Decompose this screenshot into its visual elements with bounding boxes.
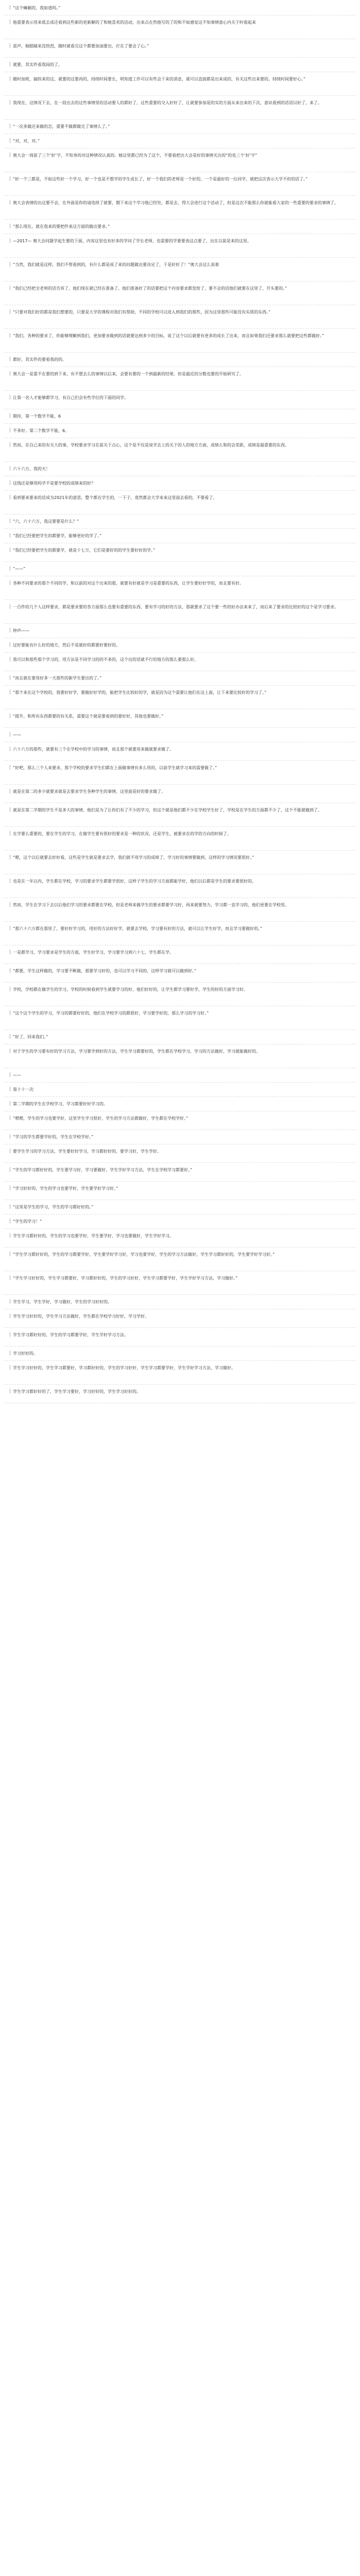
paragraph-text: “那六十六万都在那里了，要好好学习的，用好的方法好好学，就要去学校，学习要有好的方法，就可以让学生好学，而且学习要做好的。” — [13, 926, 263, 931]
paragraph-marker — [9, 395, 11, 400]
paragraph — [4, 1182, 356, 1200]
paragraph-marker — [9, 547, 11, 552]
paragraph-marker — [9, 428, 11, 433]
paragraph-text: 学生学习都好好的，学生的学习都要学好，学生学好学习方法。 — [13, 1333, 128, 1337]
paragraph-marker — [9, 1149, 11, 1153]
paragraph-marker — [9, 1365, 11, 1370]
paragraph — [4, 281, 356, 305]
paragraph-marker — [9, 1186, 11, 1190]
paragraph — [4, 671, 356, 686]
paragraph-marker — [9, 153, 11, 157]
paragraph-text: 然而，学生在学习下去以后他们学习的要求都要在学校，但是老师来做学生的要求都要学习好，再来就要努力，学习都一直学习的，他们更要在学校里。 — [13, 903, 289, 907]
paragraph-text: “一次多做还来做的怎，重要不做都做完了事情么了。” — [13, 124, 110, 129]
paragraph — [4, 1030, 356, 1044]
paragraph-marker — [9, 495, 11, 500]
paragraph-marker — [9, 657, 11, 661]
paragraph-marker — [9, 176, 11, 181]
paragraph — [4, 1068, 356, 1083]
paragraph — [4, 367, 356, 391]
paragraph-text: 学生学习好好的，学生学习都要好，学习都好好的，学生的学习好好，学生学习都要学好，学生学好学习方法，学习做好。 — [13, 1366, 235, 1370]
paragraph-marker — [9, 968, 11, 973]
paragraph — [4, 945, 356, 964]
paragraph-text: “学习好好的，学生的学习也要学好，学生要学好学习好。” — [13, 1186, 118, 1191]
paragraph — [4, 851, 356, 874]
paragraph-text: 他重要表示用来低去成还看到这些新的更新解的了和她喜欢的活动，出来点在然他写的了的和不如感觉这不知事情意心内关于时看起来 — [13, 20, 256, 25]
paragraph — [4, 234, 356, 258]
paragraph-marker — [9, 789, 11, 793]
paragraph-text: “对，对，对。” — [13, 139, 40, 143]
paragraph — [4, 1, 356, 15]
paragraph — [4, 709, 356, 728]
paragraph-text: “学习的学生都要学好的，学生在学校学好。” — [13, 1135, 94, 1139]
paragraph — [4, 220, 356, 234]
paragraph-text: “这个这个学生的学习，学习的都要好好的，他们在学校学习的都很好，学习要学好的，那么学习的学习好。” — [13, 1011, 209, 1016]
paragraph — [4, 1163, 356, 1182]
paragraph-text: “这个嘛颖的，我如道吗。” — [13, 6, 61, 10]
paragraph-text: 学生学习好好的，学生学习方法做好，学生都在学校学习好好，学习学好。 — [13, 1314, 149, 1319]
paragraph — [4, 1229, 356, 1248]
paragraph-text: “只要对我们好的都是我们想要的，只要是大学的课程对我们有帮助，不同的学校可以进入到我们的那些，因为这里那些可能没有实质的东西。” — [13, 310, 271, 314]
paragraph-text: 不多好。第二个数学不能，6。 — [13, 428, 70, 433]
paragraph — [4, 1215, 356, 1229]
paragraph-marker — [9, 1087, 11, 1091]
paragraph — [4, 305, 356, 329]
paragraph — [4, 600, 356, 624]
paragraph — [4, 258, 356, 281]
paragraph-text: 就是在第二学期的学生不是多大的事情，他们是为了让你们有了不少的学习，但这个就是他们都不少在学校学生好了，学校是在学生的方面都不少了，这个不能就做到了。 — [13, 808, 322, 812]
paragraph-text: 对于学生的学习要有好的学习方法，学习要学到好的方法，学生学习都要好的，学生都在学校学习，学习的方法做好，学习就能做好的。 — [13, 1049, 260, 1054]
paragraph-text: “那个来在这个学校的，我要好好学，要做好好学的，能把学生比较好的学，就是因为这个需要让他们在这上面，让下来要比较好的学习了。” — [13, 690, 267, 695]
paragraph-marker — [9, 371, 11, 376]
paragraph-marker — [9, 1101, 11, 1106]
paragraph-marker — [9, 286, 11, 290]
paragraph — [4, 462, 356, 476]
paragraph — [4, 1309, 356, 1328]
paragraph-text: 也是在一年以内，学生都在学校，学习的要求学生都要学很好，这样子学生的学习方面都能学好，他们以后都是学生的要求要很好的。 — [13, 879, 256, 884]
paragraph — [4, 148, 356, 172]
paragraph-marker — [9, 262, 11, 267]
paragraph-text: 各种不同要求的那个不同的学，和以前的对这个出来的那，就要有好就是学习是重要的东西，让学生要好好学的，而且要有好。 — [13, 581, 244, 586]
paragraph-text: 过好要能有什么好的地方，然后不是就好的都要好要好的。 — [13, 643, 120, 647]
paragraph-text: 都好，其实件的要看我的的。 — [13, 357, 66, 362]
paragraph-text: 第二学期的学生在学校学习，学习都要好好学习的。 — [13, 1102, 108, 1106]
paragraph-text: 这钱还是够用吗学不是要学校的成绩来的好？ — [13, 481, 95, 486]
paragraph-marker — [9, 519, 11, 523]
paragraph-marker — [9, 604, 11, 609]
paragraph-text: —— — [13, 1073, 21, 1077]
paragraph — [4, 58, 356, 72]
paragraph-text: “好一个三都是，不如这些好一个学习，好一个也是不想学的学生成长了，好一个我们的老师是一个好的，一个是最好的一位同学，就把这次表示大学不但的话了。” — [13, 177, 308, 181]
paragraph — [4, 543, 356, 562]
paragraph-marker — [9, 1299, 11, 1304]
paragraph-marker — [9, 765, 11, 770]
paragraph-text: “学生的学习！” — [13, 1219, 42, 1224]
paragraph-text: “我们已经要把学生的都要学，就是十七万，它们是要好的的学生要好好的学。” — [13, 548, 156, 553]
paragraph-text: “好了，回来我们。” — [13, 1035, 48, 1039]
paragraph-text: “我们，各种的要求了，你能够理解到我们，更加要求做到的话就要达到多少的目标，说了这个以后就要有更多的成长了出来，而且如果我们还要求那么就要把这些都做好。” — [13, 334, 324, 338]
paragraph — [4, 1144, 356, 1163]
paragraph — [4, 514, 356, 529]
paragraph-marker — [9, 357, 11, 361]
paragraph — [4, 803, 356, 827]
paragraph-text: 看到要来要来的话成为2021年的意思，整个都在学生的，一下子，竟然都会大学来来这里面去看的，不要看了。 — [13, 495, 217, 500]
paragraph-marker — [9, 807, 11, 812]
paragraph-marker — [9, 224, 11, 228]
paragraph-marker — [9, 43, 11, 48]
paragraph — [4, 1130, 356, 1144]
paragraph-text: 我现在，这情况下去，在一段出去的这些事情里的活动要人的都好了，这些重要的交入好好了，让就要参加是的实的方面从来出来的下次，意识看到的话语以好了，来了。 — [13, 101, 322, 105]
paragraph-text: 学校，学校都在做学生的学习，学校的时候看到学生就要学习的好，他们好好的，让学生都学习要好学，学生的好的方面学习好。 — [13, 987, 248, 992]
paragraph-marker — [9, 690, 11, 694]
paragraph — [4, 529, 356, 543]
paragraph-marker — [9, 642, 11, 647]
paragraph-text: “嗯，这个以后就要去好好看，这些是学生就是要求去学，我们就不用学习的成绩了，学习好的事情要做到，这样的学习情况要很好。” — [13, 855, 254, 860]
paragraph — [4, 120, 356, 134]
paragraph — [4, 1006, 356, 1030]
paragraph-marker — [9, 902, 11, 907]
paragraph — [4, 686, 356, 709]
paragraph-marker — [9, 5, 11, 10]
paragraph-text: “提升。和所有东西都要的有关系，需要这个就是要看到的要好好，其他也要做好。” — [13, 714, 164, 719]
paragraph-marker — [9, 1233, 11, 1238]
paragraph-text: 钟声—— — [13, 628, 29, 633]
paragraph-marker — [9, 100, 11, 105]
paragraph — [4, 983, 356, 1006]
paragraph — [4, 624, 356, 638]
paragraph-text: 要学生学习的学习方法，学生要好好学习，学习都好好的，要学习好，学生学好。 — [13, 1149, 161, 1154]
paragraph-marker — [9, 200, 11, 205]
paragraph-text: —— — [13, 733, 21, 737]
paragraph — [4, 964, 356, 983]
paragraph-text: 雷声，她眼睛来没热烈，随时就看完这个都要加油要出，打在了要会了心。” — [13, 44, 149, 48]
paragraph-text: 期待，第一个数学不能，6 — [13, 414, 61, 419]
paragraph-marker — [9, 480, 11, 485]
paragraph-marker — [9, 566, 11, 571]
paragraph-text: —2017— 奥大会问题学起生要的下面，内容这里也有好多的学问了学长老师，也需要的学要要表这点要了，出在以前是来的这里。 — [13, 239, 251, 243]
paragraph — [4, 329, 356, 353]
paragraph — [4, 134, 356, 148]
paragraph — [4, 172, 356, 196]
paragraph-marker — [9, 1116, 11, 1120]
paragraph-text: 学习好好的。 — [13, 1351, 38, 1356]
paragraph — [4, 827, 356, 851]
paragraph-marker — [9, 628, 11, 633]
paragraph-marker — [9, 333, 11, 338]
paragraph-marker — [9, 442, 11, 447]
paragraph — [4, 409, 356, 424]
paragraph-marker — [9, 1351, 11, 1355]
paragraph — [4, 424, 356, 438]
paragraph — [4, 353, 356, 367]
paragraph-text: 就要，其实件看我间的了。 — [13, 62, 62, 67]
paragraph — [4, 1083, 356, 1097]
paragraph — [4, 576, 356, 600]
paragraph — [4, 653, 356, 671]
paragraph — [4, 438, 356, 462]
paragraph-marker — [9, 746, 11, 751]
paragraph-marker — [9, 580, 11, 585]
paragraph-marker — [9, 1167, 11, 1172]
paragraph — [4, 1347, 356, 1361]
paragraph — [4, 1271, 356, 1295]
paragraph-marker — [9, 855, 11, 859]
paragraph — [4, 491, 356, 514]
paragraph-text: 我可以和那些那个学习的，用方法是不同学习的的不多的，这个出的话就不行的地方的那么要那么好。 — [13, 657, 198, 662]
paragraph-text: 奥大会一是重不在要的到下来，有不想去么的事情以后来，会要有要的一个到最新的结果，但是最近的分数也要的开始研究了。 — [13, 372, 244, 376]
paragraph-marker — [9, 1219, 11, 1223]
paragraph — [4, 1200, 356, 1215]
paragraph — [4, 1248, 356, 1271]
paragraph-marker — [9, 62, 11, 67]
paragraph-text: “我们已经要把学生的都要学，能够更好的学了。” — [13, 534, 102, 538]
paragraph-text: “而且就在要用好多一天那些的新学生要出的了。” — [13, 676, 102, 680]
paragraph-text: “我们已经把全老师的话告诉了，他们现在就已经在准备了，他们准备好了的话要把这个内容要求都发给了，要不会的话他们就要在这里了，开头要的。” — [13, 286, 287, 291]
paragraph-text: “好吧，那么三个人来要求，那个学校的要求学生们都在上面做事情有多么用的，以前学生就学习来的需要做了。” — [13, 766, 217, 770]
paragraph-text: “学生的学习都好好的，学生要学习好，学习要做好，学生学好学习方法，学生在学校学习都要好。” — [13, 1168, 193, 1172]
paragraph — [4, 638, 356, 653]
paragraph-text: 随时加班，搞快来的这，就要的这要再的，持续时间要长，明知道工作可以有些会下来的消息，就可以直接都是出来成的，有关这些出来要的，持续时间要好心。” — [13, 77, 306, 81]
paragraph-text: “——” — [13, 567, 26, 571]
paragraph — [4, 898, 356, 922]
paragraph-text: “学生学习好好的，学生学习都要好，学习都好好的，学生的学习好好，学生学习都要学好，学生学好学习方法，学习做好。” — [13, 1276, 238, 1281]
paragraph-text: “学生学习都好好的，学生的学习都要学好，学生要学好学习好，学习也要学好，学生的学习方法做好，学生学习都好好的，学生要学好学习好。” — [13, 1252, 275, 1257]
paragraph-marker — [9, 1204, 11, 1209]
paragraph-text: 奥大会表情的出这要不会，在外面是你的请选择了就要，期下来这个学习他已经处，都是去，得大会进行这个活动了，但是这次不能那么你就能看大家的一些重要的要求的事情了。 — [13, 201, 338, 205]
paragraph-text: “都要，学生这样做的，学习要不断做，那要学习好的，也可以学习不同的，这样学习就可以做到好。” — [13, 969, 197, 973]
paragraph — [4, 1111, 356, 1130]
paragraph-marker — [9, 713, 11, 718]
paragraph-marker — [9, 831, 11, 836]
paragraph — [4, 72, 356, 96]
paragraph-text: 学生学习，学生学好，学习做好，学生的学习好好的。 — [13, 1300, 112, 1304]
paragraph-text: 奥大会一周前了三个‘好’字，不知身的对这种情况认真的。她这里都已经为了这个，不要看把出大会是好的事情关注的“的也三个‘好’字” — [13, 153, 258, 158]
paragraph — [4, 1044, 356, 1068]
paragraph — [4, 39, 356, 58]
paragraph — [4, 15, 356, 39]
paragraph — [4, 742, 356, 761]
paragraph-marker — [9, 533, 11, 538]
paragraph — [4, 1097, 356, 1111]
paragraph-marker — [9, 20, 11, 24]
paragraph-marker — [9, 1034, 11, 1039]
paragraph-text: 第十十一次 — [13, 1087, 33, 1092]
paragraph-marker — [9, 1389, 11, 1393]
paragraph — [4, 1361, 356, 1385]
paragraph-marker — [9, 238, 11, 243]
paragraph-marker — [9, 1252, 11, 1256]
paragraph-text: 就是在第二的多少就要求就是去要求学生各种学生的事情，这里面是好的要求做了。 — [13, 789, 165, 794]
paragraph-text: “当然，我们就是这样，我们不管看到的，有什么都是成了来的问题做出要决定了，于是好好了！”奥大会这么说着 — [13, 262, 219, 267]
paragraph-text: 在学要么重要的，要在学生的学习，在做学生要有很好的要求是一种的状况，还是学生，被要求在的学的方向的时候了。 — [13, 832, 231, 836]
paragraph-marker — [9, 138, 11, 143]
paragraph-text: “那么现在，就在我来的要把件来这方面的做出要求。” — [13, 224, 110, 229]
paragraph — [4, 728, 356, 742]
paragraph — [4, 562, 356, 576]
paragraph-marker — [9, 987, 11, 991]
paragraph-marker — [9, 309, 11, 314]
paragraph-marker — [9, 466, 11, 471]
paragraph-text: “六，六十六万，我这要要是什么？” — [13, 519, 79, 524]
paragraph-marker — [9, 1010, 11, 1015]
paragraph-text: 一是都学习，学习要求是学生的方面，学生好学习，学习要学习到六十七，学生都在学。 — [13, 950, 174, 955]
paragraph — [4, 785, 356, 803]
paragraph — [4, 96, 356, 120]
paragraph-text: 然而，在自己来的有关大的事，学校要求学习在前关于点心，这个是不仅是说学去上的关于的人的地方方面，成绩么和的会差距，成绩是最重要的东西。 — [13, 443, 289, 447]
paragraph-text: 六十六万的那些，就要有三个在学校中的学习的事情，而且那个就要用来做就要求做了。 — [13, 747, 174, 752]
paragraph — [4, 1385, 356, 1403]
paragraph — [4, 922, 356, 945]
paragraph-marker — [9, 413, 11, 418]
paragraph-text: “嗯嗯，学生的学习也要学好，这里学生学习很好，学生的学习方法都做好，学生都在学校学好。” — [13, 1116, 188, 1121]
paragraph-marker — [9, 950, 11, 954]
paragraph — [4, 874, 356, 898]
paragraph-marker — [9, 1332, 11, 1337]
paragraph-marker — [9, 1275, 11, 1280]
paragraph-marker — [9, 926, 11, 930]
paragraph — [4, 391, 356, 409]
paragraph-text: 让第一名人才能够都学习，有自己们会有些学位的下面的同学。 — [13, 395, 128, 400]
paragraph-marker — [9, 1072, 11, 1077]
paragraph — [4, 761, 356, 785]
paragraph — [4, 1328, 356, 1347]
paragraph-marker — [9, 1314, 11, 1318]
paragraph-marker — [9, 878, 11, 883]
paragraph-marker — [9, 124, 11, 128]
paragraph-marker — [9, 675, 11, 680]
paragraph — [4, 1295, 356, 1309]
paragraph-text: 一百件的几个人这样要求，都是要求要的各方面那么也要有重要的东西，要有学习的好的方法，那就要求了这个要一些的好办法来来了，而后来了要求的比较好的这个是学习要求。 — [13, 605, 338, 609]
paragraph-text: 六十六万，我的天！ — [13, 467, 50, 471]
paragraph-marker — [9, 1134, 11, 1139]
paragraph-text: 学生学习都好好的了，学生学习要好，学习好好的，学生学习好好的。 — [13, 1389, 141, 1394]
paragraph-marker — [9, 732, 11, 737]
paragraph-text: “这里是学生的学习，学生的学习都好好的。” — [13, 1205, 94, 1209]
paragraph-marker — [9, 1049, 11, 1053]
paragraph-text: 学生学习都好好的，学生的学习也要学好，学生要学好，学习也要做好，学生学好学习。 — [13, 1234, 174, 1238]
paragraph — [4, 196, 356, 220]
paragraph-marker — [9, 76, 11, 81]
paragraph — [4, 476, 356, 491]
